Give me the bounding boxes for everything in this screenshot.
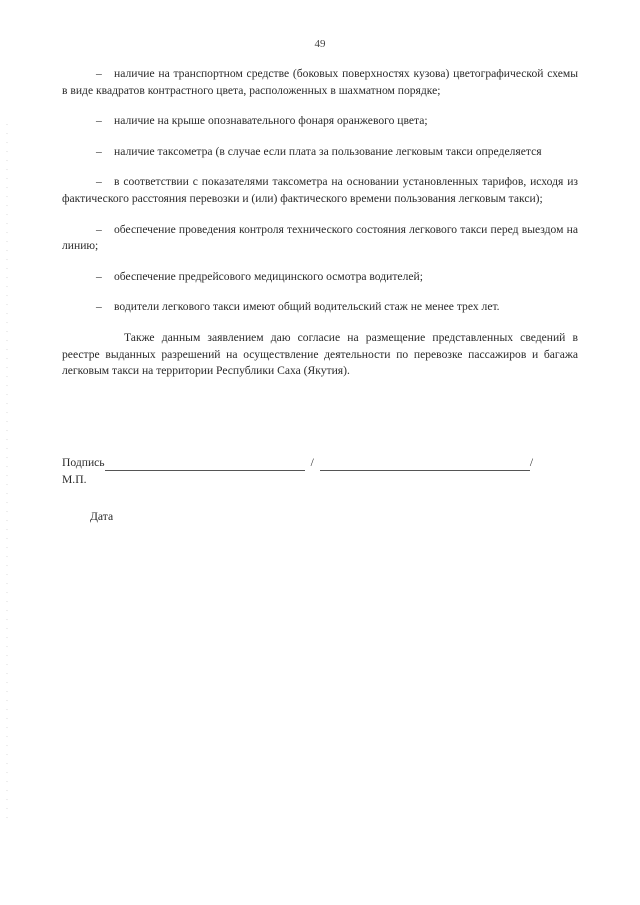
requirement-text: наличие таксометра (в случае если плата за пользование легковым такси определяется bbox=[114, 144, 542, 158]
signature-separator: / bbox=[310, 456, 314, 469]
page-number: 49 bbox=[314, 38, 326, 50]
bullet-dash: – bbox=[96, 144, 102, 158]
bullet-dash: – bbox=[96, 114, 102, 128]
requirement-item bbox=[62, 113, 578, 130]
signature-line bbox=[105, 460, 305, 471]
requirement-item bbox=[62, 144, 578, 161]
stamp-label: М.П. bbox=[62, 473, 87, 486]
bullet-dash: – bbox=[96, 300, 102, 314]
requirement-item bbox=[62, 174, 578, 207]
requirement-text: водители легкового такси имеют общий водительский стаж не менее трех лет. bbox=[114, 300, 500, 314]
name-decoding-line bbox=[320, 460, 530, 471]
requirement-text: обеспечение предрейсового медицинского осмотра водителей; bbox=[114, 269, 423, 283]
consent-paragraph: Также данным заявлением даю согласие на размещение представленных сведений в реестре выданных разрешений на осуществление деятельности по перевозке пассажиров и багажа легковым такси на территории Республики Саха (Якутия). bbox=[62, 330, 578, 378]
requirement-text: наличие на крыше опознавательного фонаря оранжевого цвета; bbox=[114, 114, 428, 128]
requirement-item bbox=[62, 222, 578, 255]
bullet-dash: – bbox=[96, 269, 102, 283]
date-label: Дата bbox=[90, 510, 114, 523]
document-body bbox=[62, 66, 578, 380]
bullet-dash: – bbox=[96, 222, 102, 236]
signature-closing-slash: / bbox=[529, 456, 534, 469]
requirement-item bbox=[62, 299, 578, 316]
scan-edge-artifact bbox=[6, 120, 8, 820]
bullet-dash: – bbox=[96, 175, 102, 189]
signature-label: Подпись bbox=[62, 456, 105, 469]
requirement-text: в соответствии с показателями таксометра на основании установленных тарифов, исходя из фактического расстояния перевозки и (или) фактического времени пользования легковым такси); bbox=[62, 175, 578, 205]
requirement-text: наличие на транспортном средстве (боковых поверхностях кузова) цветографической схемы в виде квадратов контрастного цвета, расположенных в шахматном порядке; bbox=[62, 67, 578, 97]
requirement-item bbox=[62, 66, 578, 99]
requirement-item bbox=[62, 269, 578, 286]
bullet-dash: – bbox=[96, 67, 102, 80]
signature-row bbox=[62, 455, 533, 471]
requirement-text: обеспечение проведения контроля технического состояния легкового такси перед выездом на линию; bbox=[62, 222, 578, 253]
